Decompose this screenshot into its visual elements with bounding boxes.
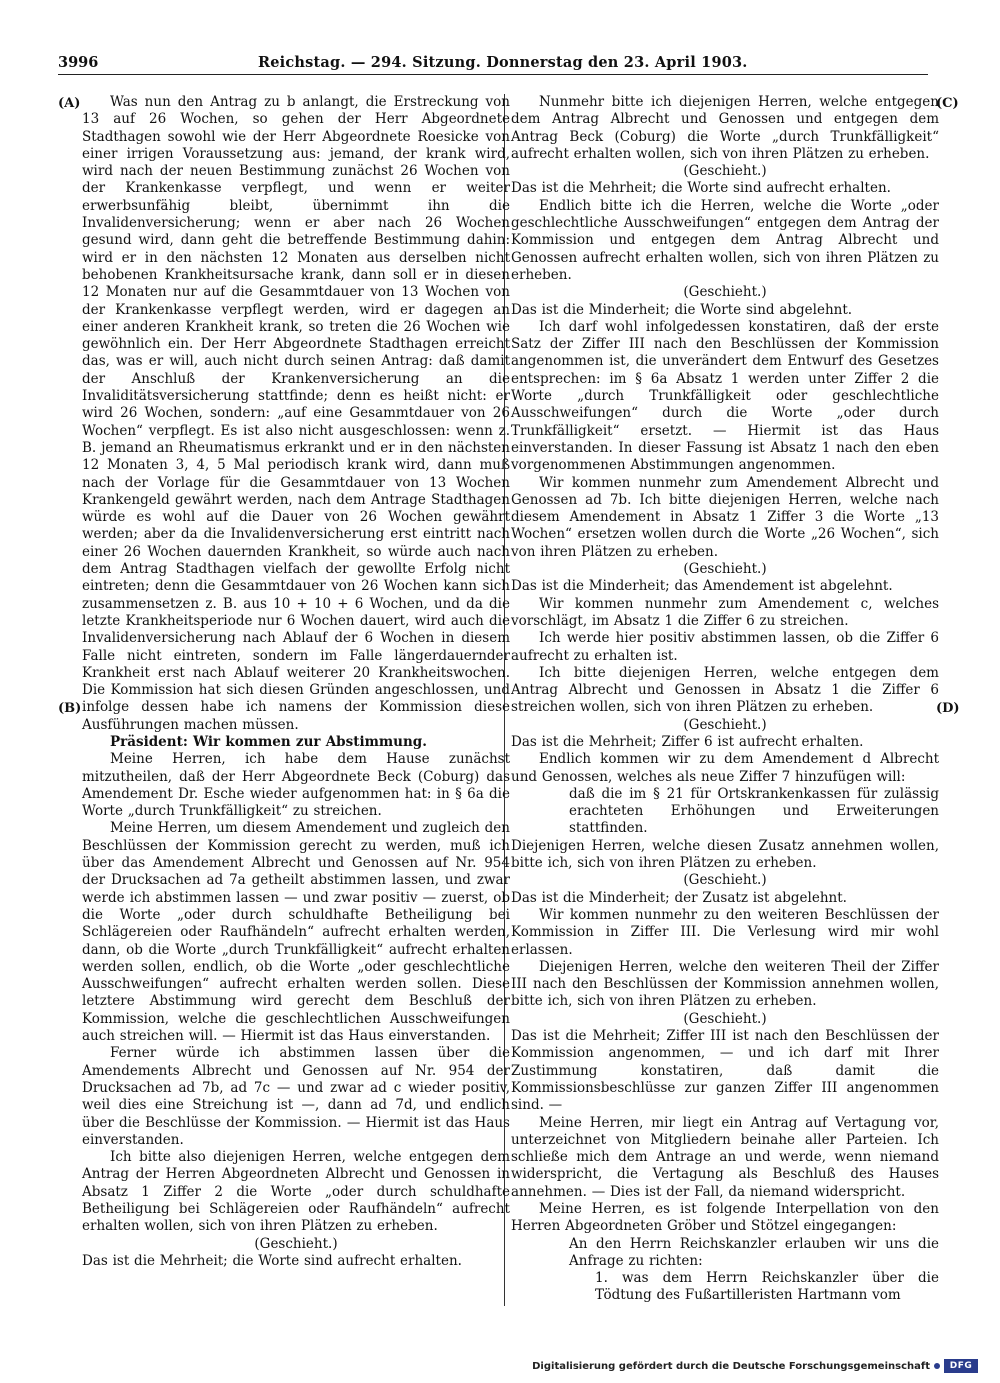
vote-result: Das ist die Mehrheit; Ziffer 6 ist aufrecht erhalten. (511, 733, 864, 750)
interpellation-item: 1. was dem Herrn Reichskanzler über die Tödtung des Fußartilleristen Hartmann vom (595, 1270, 939, 1304)
stage-direction: (Geschieht.) (683, 284, 767, 301)
vote-result: Das ist die Mehrheit; die Worte sind aufrecht erhalten. (511, 180, 891, 197)
page-header (58, 40, 928, 75)
left-column (82, 94, 510, 1270)
quoted-amendment: daß die im § 21 für Ortskrankenkassen für zulässig erachteten Erhöhungen und Erweiterungen stattfinden. (569, 785, 939, 837)
vote-result: Das ist die Mehrheit; die Worte sind aufrecht erhalten. (82, 1252, 462, 1269)
paragraph: Nunmehr bitte ich diejenigen Herren, welche entgegen dem Antrag Albrecht und Genossen und entgegen dem Antrag Beck (Coburg) die Worte „durch Trunkfälligkeit“ aufrecht erhalten wollen, sich von ihren Plätzen zu erheben. (511, 94, 939, 162)
margin-marker-b: (B) (58, 701, 82, 716)
bullet-icon (934, 1363, 940, 1369)
paragraph: Diejenigen Herren, welche den weiteren Theil der Ziffer III nach den Beschlüssen der Kommission annehmen wollen, bitte ich, sich von ihren Plätzen zu erheben. (511, 958, 939, 1010)
vote-result: Das ist die Minderheit; die Worte sind abgelehnt. (511, 301, 853, 318)
stage-direction: (Geschieht.) (683, 1010, 767, 1027)
stage-direction: (Geschieht.) (683, 163, 767, 180)
paragraph: Was nun den Antrag zu b anlangt, die Erstreckung von 13 auf 26 Wochen, so gehen der Herr Abgeordnete Stadthagen sowohl wie der Herr Abgeordnete Roesicke von einer irrigen Voraussetzung aus: jemand, der krank wird, wird nach der neuen Bestimmung zunächst 26 Wochen von der Krankenkasse verpflegt, und wenn er weiter erwerbsunfähig bleibt, übernimmt ihn die Invalidenversicherung; wenn er aber nach 26 Wochen gesund wird, dann geht die betreffende Bestimmung dahin: wird er in den nächsten 12 Monaten aus derselben nicht behobenen Krankheitsursache krank, dann soll er in diesen 12 Monaten nur auf die Gesammtdauer von 13 Wochen von der Krankenkasse verpflegt werden, wird er dagegen an einer anderen Krankheit krank, so treten die 26 Wochen wie gewöhnlich ein. Der Herr Abgeordnete Stadthagen erreicht das, was er will, auch nicht durch seinen Antrag: daß damit der Anschluß der Krankenversicherung an die Invaliditätsversicherung stattfinde; denn es heißt nicht: er wird 26 Wochen, sondern: „auf eine Gesammtdauer von 26 Wochen“ verpflegt. Es ist also nicht ausgeschlossen: wenn z. B. jemand an Rheumatismus erkrankt und er in den nächsten 12 Monaten 3, 4, 5 Mal periodisch krank wird, dann muß nach der Vorlage für die Gesammtdauer von 13 Wochen Krankengeld gewährt werden, nach dem Antrage Stadthagen würde es wohl auf die Dauer von 26 Wochen gewährt werden; aber da die Invalidenversicherung erst eintritt nach einer 26 Wochen dauernden Krankheit, so würde auch nach dem Antrag Stadthagen vielfach der gewollte Erfolg nicht eintreten; denn die Gesammtdauer von 26 Wochen kann sich zusammensetzen z. B. aus 10 + 10 + 6 Wochen, und da die letzte Krankheitsperiode nur 6 Wochen dauert, wird auch die Invalidenversicherung nach Ablauf der 6 Wochen in diesem Falle nicht eintreten, sondern im Falle längerdauernder Krankheit erst nach Ablauf weiterer 20 Krankheitswochen. Die Kommission hat sich diesen Gründen angeschlossen, und infolge dessen habe ich namens der Kommission diese Ausführungen machen müssen. (82, 94, 510, 733)
paragraph: Wir kommen nunmehr zu den weiteren Beschlüssen der Kommission in Ziffer III. Die Verlesung wird mir wohl erlassen. (511, 906, 939, 958)
page-number: 3996 (58, 54, 99, 71)
paragraph: Diejenigen Herren, welche diesen Zusatz annehmen wollen, bitte ich, sich von ihren Plätzen zu erheben. (511, 837, 939, 872)
paragraph: Ich bitte also diejenigen Herren, welche entgegen dem Antrag der Herren Abgeordneten Albrecht und Genossen in Absatz 1 Ziffer 2 die Worte „oder durch schuldhafte Betheiligung bei Schlägereien oder Raufhändeln“ aufrecht erhalten wollen, sich von ihren Plätzen zu erheben. (82, 1149, 510, 1235)
vote-result: Das ist die Minderheit; das Amendement ist abgelehnt. (511, 578, 893, 595)
margin-marker-d: (D) (936, 701, 960, 716)
paragraph: Endlich kommen wir zu dem Amendement d Albrecht und Genossen, welches als neue Ziffer 7 hinzufügen will: (511, 751, 939, 785)
stage-direction: (Geschieht.) (683, 716, 767, 733)
paragraph: Wir kommen nunmehr zum Amendement c, welches vorschlägt, im Absatz 1 die Ziffer 6 zu streichen. (511, 595, 939, 629)
paragraph: Wir kommen nunmehr zum Amendement Albrecht und Genossen ad 7b. Ich bitte diejenigen Herren, welche nach diesem Amendement in Absatz 1 Ziffer 3 die Worte „13 Wochen“ ersetzen wollen durch die Worte „26 Wochen“, sich von ihren Plätzen zu erheben. (511, 474, 939, 560)
margin-marker-c: (C) (936, 96, 959, 111)
stage-direction: (Geschieht.) (683, 872, 767, 889)
paragraph: Ich werde hier positiv abstimmen lassen, ob die Ziffer 6 aufrecht zu erhalten ist. (511, 630, 939, 664)
paragraph: Ferner würde ich abstimmen lassen über die Amendements Albrecht und Genossen auf Nr. 954 der Drucksachen ad 7b, ad 7c — und zwar ad c wieder positiv, weil dies eine Streichung ist —, dann ad 7d, und endlich über die Beschlüsse der Kommission. — Hiermit ist das Haus einverstanden. (82, 1045, 510, 1148)
paragraph: Endlich bitte ich die Herren, welche die Worte „oder geschlechtliche Ausschweifungen“ entgegen dem Antrag der Kommission und entgegen dem Antrag Albrecht und Genossen aufrecht erhalten wollen, sich von ihren Plätzen zu erheben. (511, 197, 939, 283)
stage-direction: (Geschieht.) (254, 1235, 338, 1252)
paragraph: Meine Herren, es ist folgende Interpellation von den Herren Abgeordneten Gröber und Stötzel eingegangen: (511, 1201, 939, 1235)
stage-direction: (Geschieht.) (683, 561, 767, 578)
paragraph: Meine Herren, mir liegt ein Antrag auf Vertagung vor, unterzeichnet von Mitgliedern beinahe aller Parteien. Ich schließe mich dem Antrage an und werde, wenn niemand widerspricht, die Vertagung als Beschluß des Hauses annehmen. — Dies ist der Fall, da niemand widerspricht. (511, 1114, 939, 1200)
vote-result: Das ist die Minderheit; der Zusatz ist abgelehnt. (511, 889, 847, 906)
paragraph: Meine Herren, um diesem Amendement und zugleich den Beschlüssen der Kommission gerecht zu werden, muß ich über das Amendement Albrecht und Genossen auf Nr. 954 der Drucksachen ad 7a getheilt abstimmen lassen, und zwar werde ich abstimmen lassen — und zwar positiv — zuerst, ob die Worte „oder durch schuldhafte Betheiligung bei Schlägereien oder Raufhändeln“ aufrecht erhalten werden, dann, ob die Worte „durch Trunkfälligkeit“ aufrecht erhalten werden sollen, endlich, ob die Worte „oder geschlechtliche Ausschweifungen“ aufrecht erhalten werden sollen. Diese letztere Abstimmung wird gerecht dem Beschluß der Kommission, welche die geschlechtlichen Ausschweifungen auch streichen will. — Hiermit ist das Haus einverstanden. (82, 820, 510, 1045)
paragraph: Meine Herren, ich habe dem Hause zunächst mitzutheilen, daß der Herr Abgeordnete Beck (Coburg) das Amendement Dr. Esche wieder aufgenommen hat: in § 6a die Worte „durch Trunkfälligkeit“ zu streichen. (82, 751, 510, 820)
vote-result: Das ist die Mehrheit; Ziffer III ist nach den Beschlüssen der Kommission angenommen, — und ich darf mit Ihrer Zustimmung konstatiren, daß damit die Kommissionsbeschlüsse zur ganzen Ziffer III angenommen sind. — (511, 1028, 939, 1114)
paragraph: Ich darf wohl infolgedessen konstatiren, daß der erste Satz der Ziffer III nach den Beschlüssen der Kommission angenommen ist, die unverändert dem Entwurf des Gesetzes entsprechen: im § 6a Absatz 1 werden unter Ziffer 2 die Worte „durch Trunkfälligkeit oder geschlechtliche Ausschweifungen“ durch die Worte „oder durch Trunkfälligkeit“ ersetzt. — Hiermit ist das Haus einverstanden. In dieser Fassung ist Absatz 1 nach den eben vorgenommenen Abstimmungen angenommen. (511, 318, 939, 474)
footer-text: Digitalisierung gefördert durch die Deutsche Forschungsgemeinschaft (532, 1360, 930, 1372)
running-head: Reichstag. — 294. Sitzung. Donnerstag den 23. April 1903. (258, 54, 748, 71)
digitization-credit (532, 1359, 978, 1373)
interpellation-address: An den Herrn Reichskanzler erlauben wir uns die Anfrage zu richten: (569, 1235, 939, 1269)
dfg-logo: DFG (944, 1359, 978, 1373)
paragraph: Ich bitte diejenigen Herren, welche entgegen dem Antrag Albrecht und Genossen in Absatz 1 die Ziffer 6 streichen wollen, sich von ihren Plätzen zu erheben. (511, 664, 939, 716)
margin-marker-a: (A) (58, 96, 81, 111)
president-statement: Präsident: Wir kommen zur Abstimmung. (110, 733, 427, 750)
right-column (511, 94, 939, 1305)
